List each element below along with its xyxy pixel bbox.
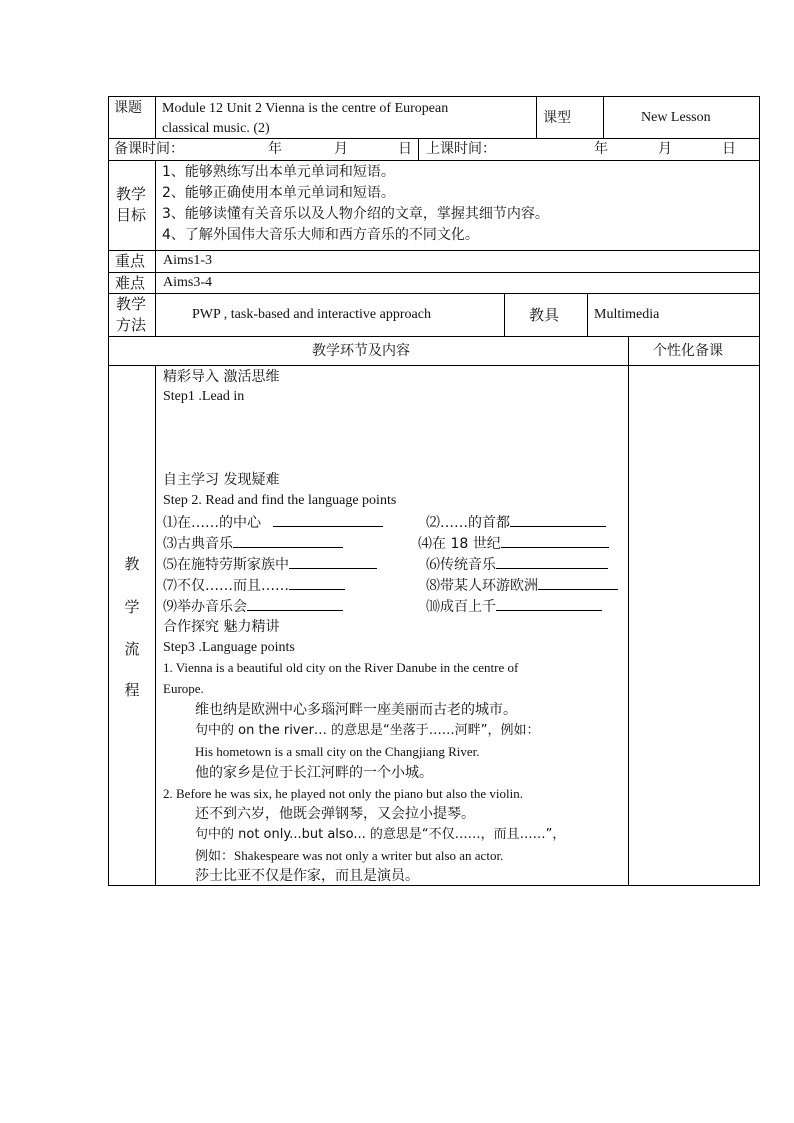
prep-day: 日 <box>398 141 412 157</box>
point1-line1: 1. Vienna is a beautiful old city on the River Danube in the centre of <box>163 660 519 675</box>
process-label-char-1: 教 <box>124 555 140 573</box>
section-header-side: 个性化备课 <box>653 343 723 359</box>
lesson-title-line2: classical music. (2) <box>162 121 270 136</box>
class-year: 年 <box>594 141 608 157</box>
process-label-char-2: 学 <box>124 598 140 616</box>
class-month: 月 <box>658 141 672 157</box>
point1-example: His hometown is a small city on the Changjiang River. <box>195 744 480 759</box>
personalized-notes-cell <box>628 365 760 886</box>
phrase-left-3: ⑸在施特劳斯家族中 <box>163 554 377 575</box>
key-points-value-cell <box>155 250 760 273</box>
step3-text: Step3 .Language points <box>163 640 295 655</box>
step2-text: Step 2. Read and find the language points <box>163 493 397 508</box>
point2-example-cn: 莎士比亚不仅是作家，而且是演员。 <box>195 868 419 884</box>
intro-title: 精彩导入 激活思维 <box>163 369 280 385</box>
difficult-points-value-cell <box>155 272 760 294</box>
process-label-cell <box>108 365 156 886</box>
phrase-right-2: ⑷在 18 世纪 <box>418 533 609 554</box>
phrase-left-2: ⑶古典音乐 <box>163 533 343 554</box>
lesson-title-line1: Module 12 Unit 2 Vienna is the centre of European <box>162 101 449 116</box>
self-study-title: 自主学习 发现疑难 <box>163 472 280 488</box>
phrase-right-3: ⑹传统音乐 <box>426 554 608 575</box>
method-label-line2: 方法 <box>116 316 147 334</box>
prep-month: 月 <box>334 141 348 157</box>
phrase-right-5: ⑽成百上千 <box>426 596 602 617</box>
step1-text: Step1 .Lead in <box>163 389 245 404</box>
lesson-type-label: 课型 <box>543 110 571 126</box>
section-header-main: 教学环节及内容 <box>312 343 410 359</box>
method-label-line1: 教学 <box>116 295 147 313</box>
difficult-points-label: 难点 <box>115 274 146 292</box>
objective-item-4: 4、了解外国伟大音乐大师和西方音乐的不同文化。 <box>162 227 479 243</box>
class-time-label: 上课时间： <box>426 141 496 157</box>
prep-year: 年 <box>268 141 282 157</box>
process-label-char-4: 程 <box>124 681 140 699</box>
point1-note: 句中的 on the river… 的意思是“坐落于……河畔”，例如： <box>195 723 540 738</box>
lesson-label: 课题 <box>114 100 142 116</box>
point1-line2: Europe. <box>163 681 204 696</box>
objective-item-1: 1、能够熟练写出本单元单词和短语。 <box>162 164 395 180</box>
point1-cn: 维也纳是欧洲中心多瑙河畔一座美丽而古老的城市。 <box>195 702 517 718</box>
point2-example: 例如：Shakespeare was not only a writer but also an actor. <box>195 848 504 863</box>
tools-label: 教具 <box>529 306 560 324</box>
point2-line1: 2. Before he was six, he played not only the piano but also the violin. <box>163 786 523 801</box>
phrase-left-5: ⑼举办音乐会 <box>163 596 343 617</box>
difficult-points-value: Aims3-4 <box>163 275 212 290</box>
objectives-label-line2: 目标 <box>116 206 147 224</box>
lesson-type-value: New Lesson <box>641 110 711 125</box>
class-day: 日 <box>722 141 736 157</box>
objective-item-2: 2、能够正确使用本单元单词和短语。 <box>162 185 395 201</box>
tools-value: Multimedia <box>594 307 660 322</box>
key-points-value: Aims1-3 <box>163 253 212 268</box>
method-value: PWP , task-based and interactive approach <box>192 307 431 322</box>
prep-time-label: 备课时间： <box>114 141 184 157</box>
key-points-label: 重点 <box>115 252 146 270</box>
objectives-label-line1: 教学 <box>116 185 147 203</box>
phrase-right-1: ⑵……的首都 <box>426 512 606 533</box>
coop-title: 合作探究 魅力精讲 <box>163 619 280 635</box>
point1-example-cn: 他的家乡是位于长江河畔的一个小城。 <box>195 765 433 781</box>
point2-note: 句中的 not only...but also... 的意思是“不仅……，而且……”， <box>195 827 566 842</box>
phrase-right-4: ⑻带某人环游欧洲 <box>426 575 618 596</box>
point2-cn: 还不到六岁，他既会弹钢琴，又会拉小提琴。 <box>195 806 475 822</box>
objective-item-3: 3、能够读懂有关音乐以及人物介绍的文章，掌握其细节内容。 <box>162 206 549 222</box>
phrase-left-4: ⑺不仅……而且…… <box>163 575 345 596</box>
phrase-left-1: ⑴在……的中心 <box>163 512 383 533</box>
process-label-char-3: 流 <box>124 640 140 658</box>
